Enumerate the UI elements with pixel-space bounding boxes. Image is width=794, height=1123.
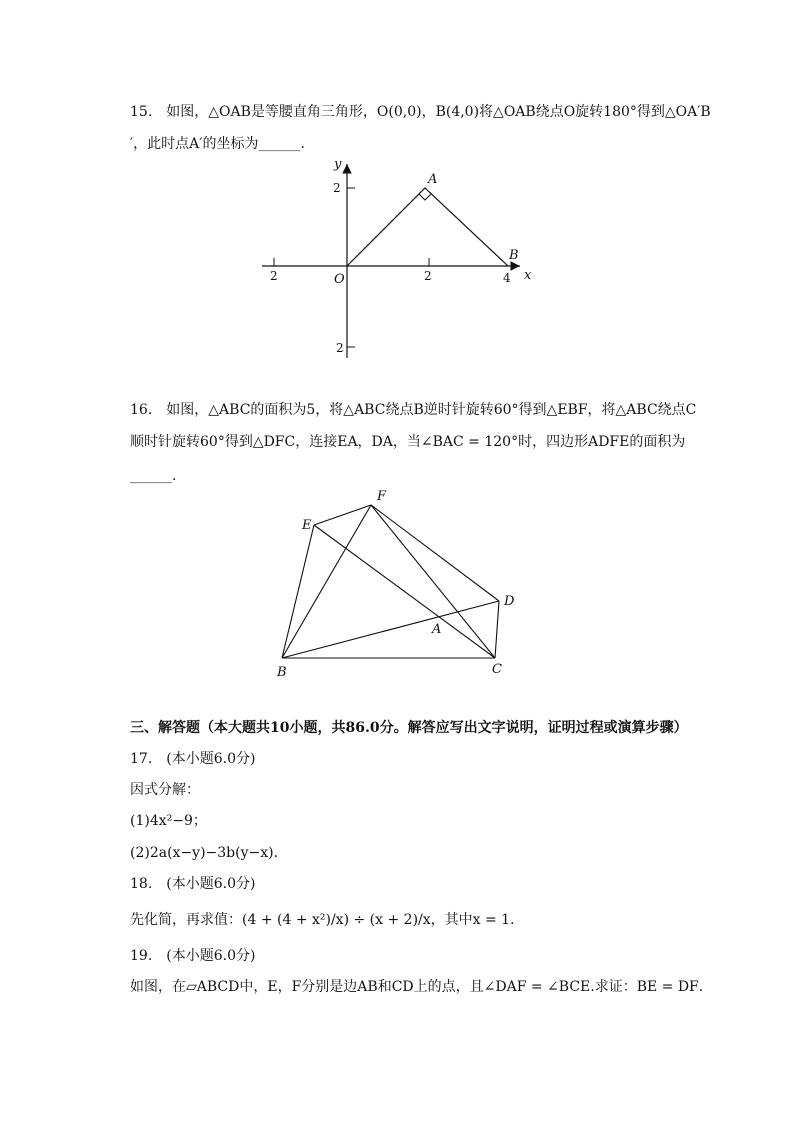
q18-prompt: 先化简，再求值：(4 + (4 + x²)/x) ÷ (x + 2)/x，其中x = 1． bbox=[130, 912, 525, 928]
point-a-label: A bbox=[432, 622, 442, 637]
point-b-label: B bbox=[509, 248, 519, 263]
q15-text-line1: 15. 如图，△OAB是等腰直角三角形，O(0,0)，B(4,0)将△OAB绕点O旋转180°得到△OA′B bbox=[130, 104, 711, 120]
tick-x-2: 2 bbox=[424, 269, 432, 283]
q16-text-line3: ______． bbox=[130, 468, 186, 484]
x-axis-label: x bbox=[524, 268, 532, 283]
q16-text-line1: 16. 如图，△ABC的面积为5，将△ABC绕点B逆时针旋转60°得到△EBF，将△ABC绕点C bbox=[130, 402, 697, 418]
point-b-label: B bbox=[277, 665, 287, 680]
q17-item1: (1)4x²−9； bbox=[130, 813, 207, 829]
q15-text-line2: ′，此时点A′的坐标为______． bbox=[130, 136, 315, 152]
tick-x-left: 2 bbox=[270, 269, 278, 283]
q19-prompt: 如图，在▱ABCD中，E，F分别是边AB和CD上的点，且∠DAF = ∠BCE.求证：BE = DF． bbox=[130, 979, 713, 995]
tick-y-top: 2 bbox=[333, 181, 341, 195]
q17-header: 17. (本小题6.0分) bbox=[130, 751, 256, 767]
point-a-label: A bbox=[428, 172, 438, 187]
point-f-label: F bbox=[377, 489, 387, 504]
point-e-label: E bbox=[302, 518, 312, 533]
point-d-label: D bbox=[504, 594, 515, 609]
q17-prompt: 因式分解： bbox=[130, 782, 200, 798]
y-axis-label: y bbox=[334, 157, 342, 172]
tick-x-4: 4 bbox=[503, 271, 511, 285]
point-c-label: C bbox=[492, 662, 502, 677]
q18-header: 18. (本小题6.0分) bbox=[130, 876, 256, 892]
q19-header: 19. (本小题6.0分) bbox=[130, 948, 256, 964]
section-heading: 三、解答题（本大题共10小题，共86.0分。解答应写出文字说明，证明过程或演算步骤） bbox=[130, 720, 688, 736]
point-o-label: O bbox=[334, 272, 345, 287]
tick-y-bottom: 2 bbox=[336, 341, 344, 355]
q17-item2: (2)2a(x−y)−3b(y−x)． bbox=[130, 845, 288, 861]
q16-text-line2: 顺时针旋转60°得到△DFC，连接EA，DA，当∠BAC = 120°时，四边形ADFE的面积为 bbox=[130, 434, 686, 450]
